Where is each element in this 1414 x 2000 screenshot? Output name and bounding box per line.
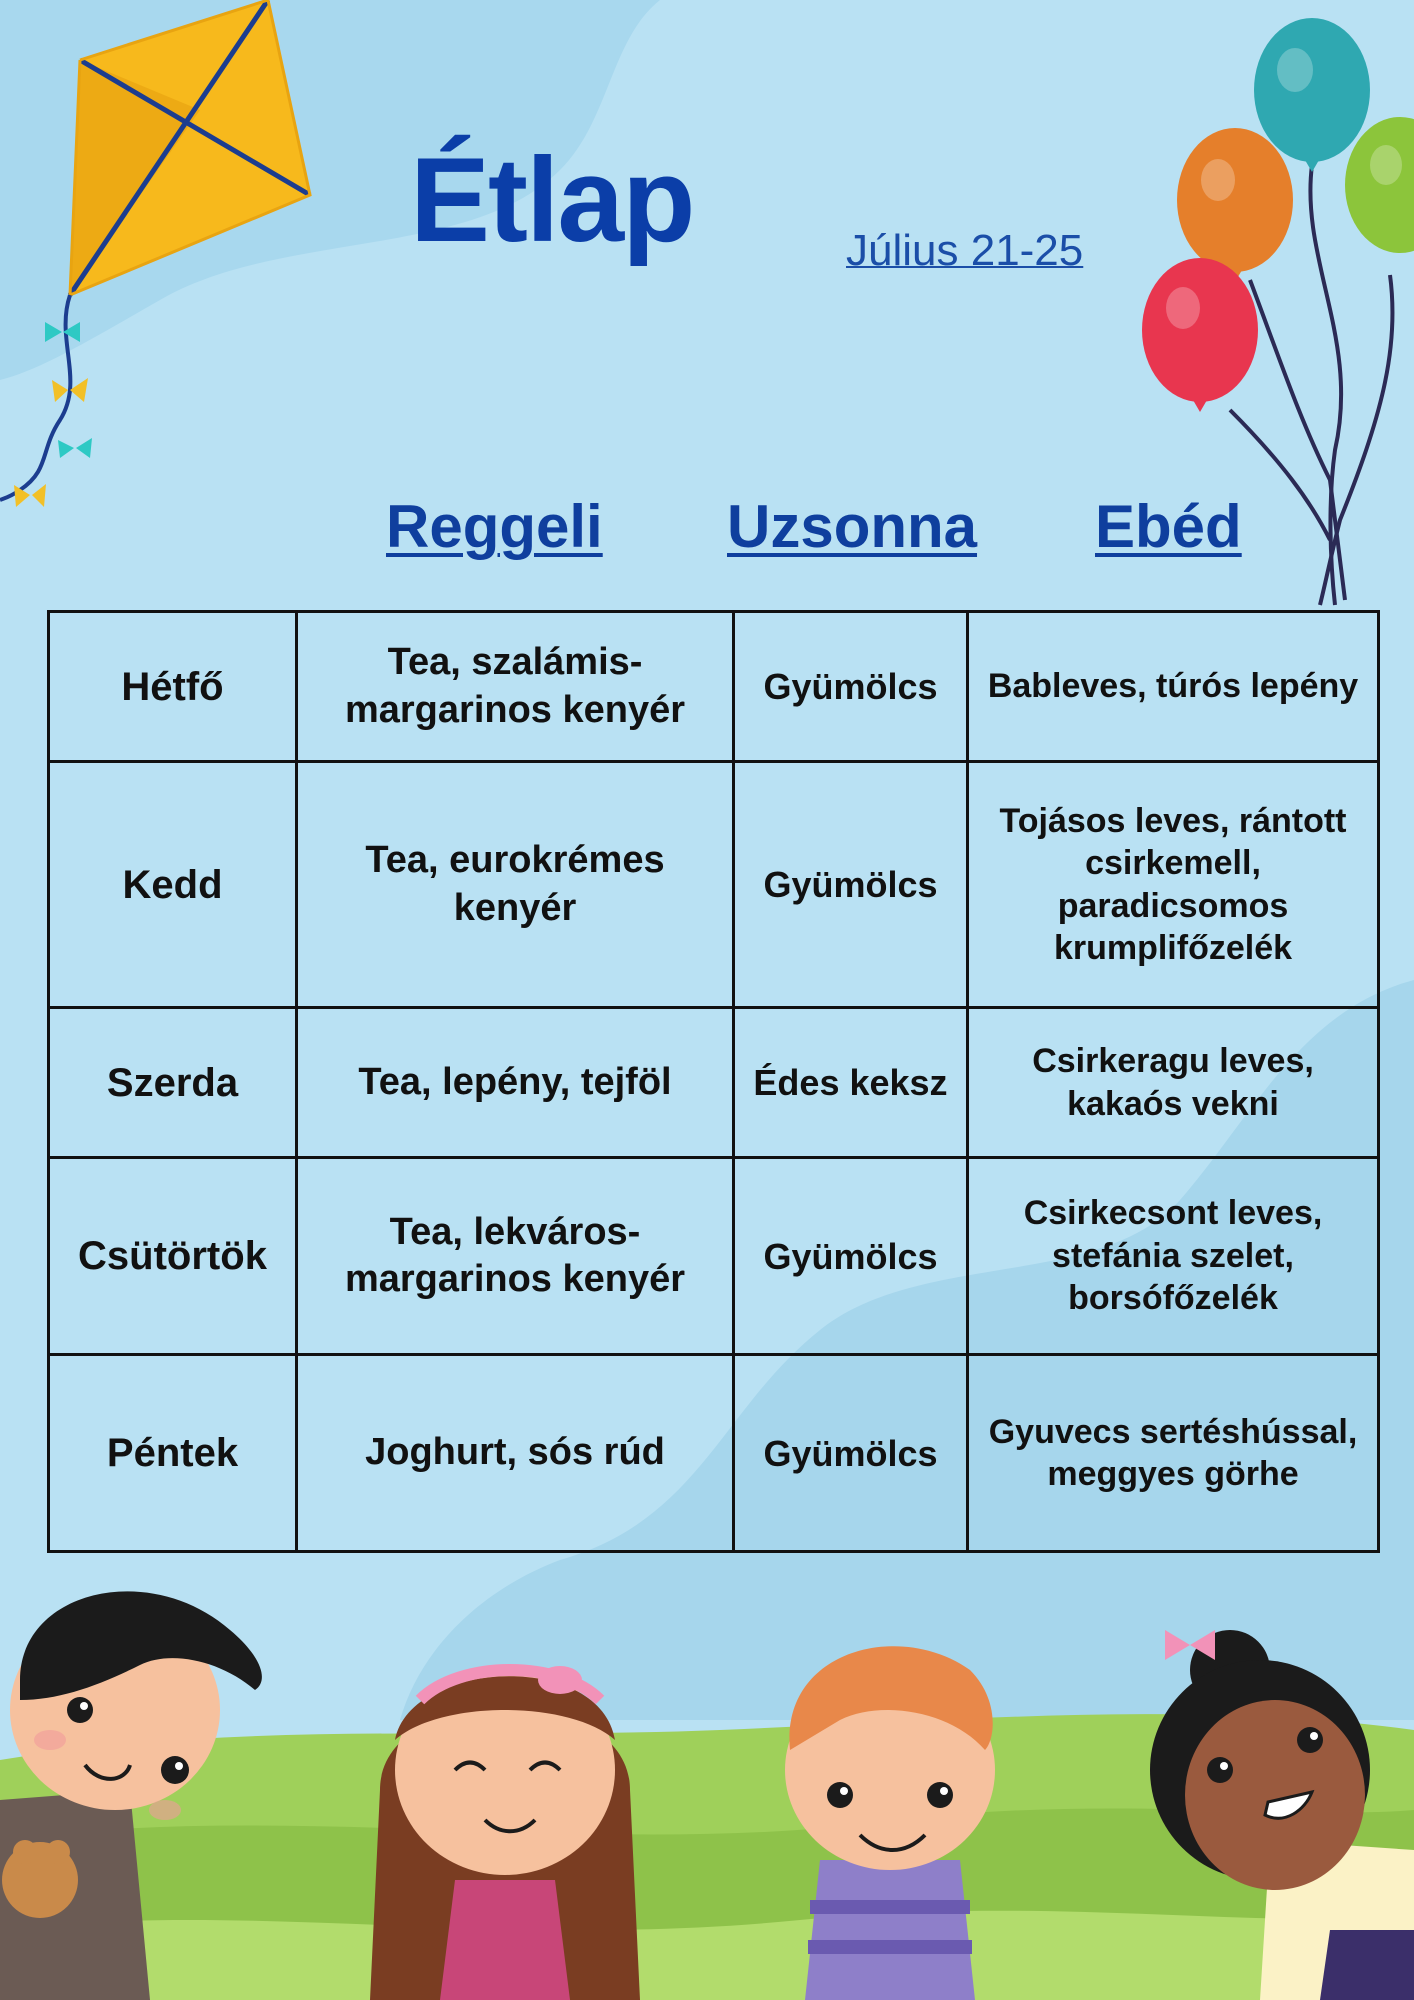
child-girl-right-illustration [1150,1630,1414,2000]
child-boy-left-illustration [0,1591,262,2000]
kite-illustration [0,0,320,520]
page-title: Étlap [410,133,694,267]
snack-cell: Gyümölcs [734,1158,968,1355]
breakfast-cell: Tea, lepény, tejföl [297,1008,734,1158]
child-boy-center-illustration [785,1646,995,2000]
breakfast-cell: Tea, lekváros-margarinos kenyér [297,1158,734,1355]
table-row [49,1008,1379,1158]
lunch-cell: Csirkeragu leves, kakaós vekni [968,1008,1379,1158]
lunch-cell: Csirkecsont leves, stefánia szelet, borsófőzelék [968,1158,1379,1355]
day-cell: Csütörtök [49,1158,297,1355]
snack-cell: Gyümölcs [734,762,968,1008]
snack-cell: Gyümölcs [734,1355,968,1552]
breakfast-cell: Tea, eurokrémes kenyér [297,762,734,1008]
date-range: Július 21-25 [846,226,1084,275]
day-cell: Szerda [49,1008,297,1158]
breakfast-cell: Joghurt, sós rúd [297,1355,734,1552]
column-header-lunch: Ebéd [1095,493,1242,560]
lunch-cell: Tojásos leves, rántott csirkemell, paradicsomos krumplifőzelék [968,762,1379,1008]
table-row [49,1355,1379,1552]
column-header-breakfast: Reggeli [386,493,603,560]
menu-table [47,610,1380,1553]
snack-cell: Édes keksz [734,1008,968,1158]
day-cell: Péntek [49,1355,297,1552]
table-row [49,762,1379,1008]
breakfast-cell: Tea, szalámis-margarinos kenyér [297,612,734,762]
child-girl-illustration [370,1665,640,2000]
table-row [49,612,1379,762]
lunch-cell: Bableves, túrós lepény [968,612,1379,762]
column-header-snack: Uzsonna [727,493,978,560]
lunch-cell: Gyuvecs sertéshússal, meggyes görhe [968,1355,1379,1552]
children-illustration [0,1570,1414,2000]
snack-cell: Gyümölcs [734,612,968,762]
table-row [49,1158,1379,1355]
day-cell: Kedd [49,762,297,1008]
day-cell: Hétfő [49,612,297,762]
